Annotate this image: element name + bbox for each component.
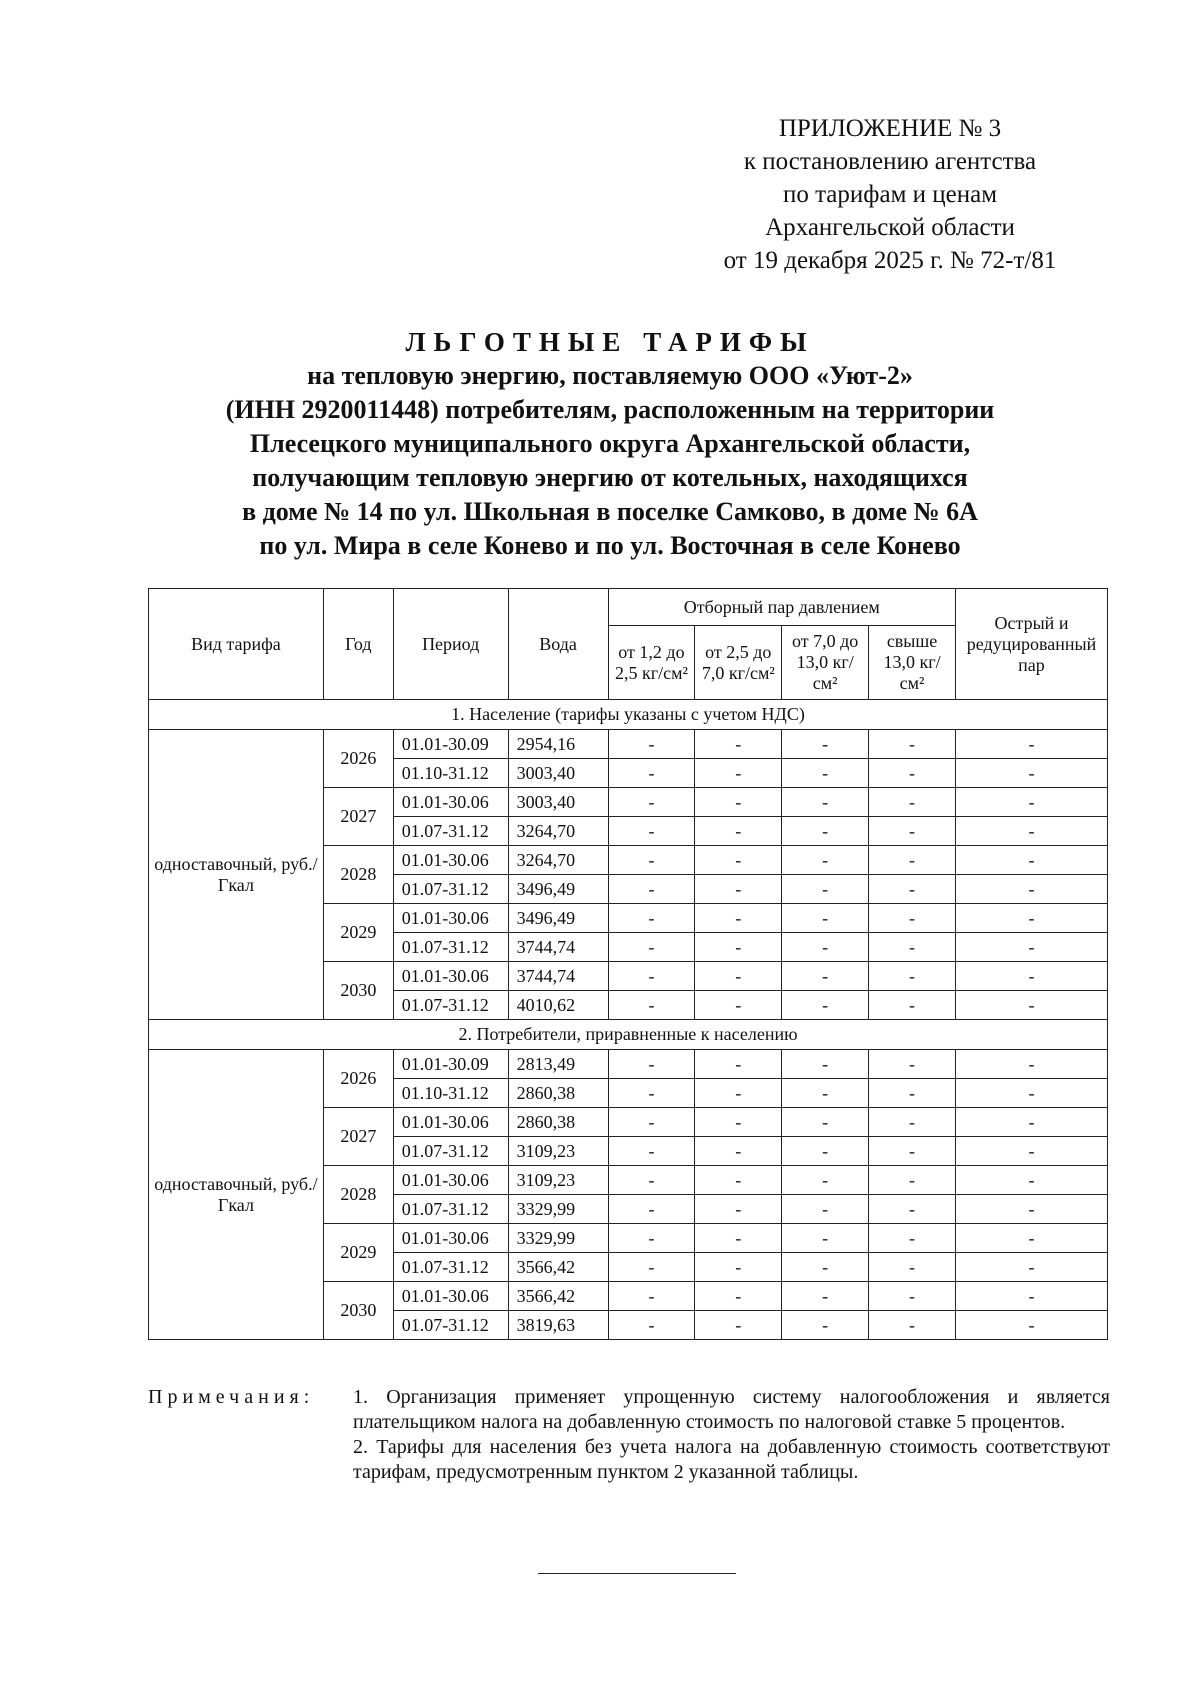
period-cell: 01.01-30.06	[393, 788, 508, 817]
section-title: 1. Население (тарифы указаны с учетом НДС)	[149, 700, 1108, 730]
steam-tariff-cell: -	[782, 904, 869, 933]
water-tariff-cell: 2860,38	[508, 1108, 608, 1137]
header-water: Вода	[508, 589, 608, 700]
appendix-header	[690, 112, 1090, 277]
period-cell: 01.07-31.12	[393, 1195, 508, 1224]
table-row	[149, 1050, 1108, 1079]
steam-tariff-cell: -	[869, 1108, 956, 1137]
title-line: в доме № 14 по ул. Школьная в поселке Самково, в доме № 6А	[242, 497, 978, 526]
steam-tariff-cell: -	[608, 817, 695, 846]
steam-tariff-cell: -	[608, 1195, 695, 1224]
steam-tariff-cell: -	[608, 1224, 695, 1253]
water-tariff-cell: 3264,70	[508, 817, 608, 846]
steam-tariff-cell: -	[695, 1079, 782, 1108]
period-cell: 01.01-30.06	[393, 1108, 508, 1137]
steam-tariff-cell: -	[869, 1253, 956, 1282]
steam-tariff-cell: -	[869, 1166, 956, 1195]
steam-tariff-cell: -	[782, 1108, 869, 1137]
steam-tariff-cell: -	[782, 991, 869, 1020]
table-row	[149, 730, 1108, 759]
steam-tariff-cell: -	[695, 1166, 782, 1195]
period-cell: 01.01-30.06	[393, 1166, 508, 1195]
section-row	[149, 1020, 1108, 1050]
steam-tariff-cell: -	[782, 1282, 869, 1311]
appendix-date-number: от 19 декабря 2025 г. № 72-т/81	[723, 247, 1057, 274]
steam-tariff-cell: -	[782, 1224, 869, 1253]
sharp-steam-cell: -	[955, 1137, 1107, 1166]
steam-tariff-cell: -	[695, 904, 782, 933]
tariff-table	[148, 588, 1108, 1340]
steam-tariff-cell: -	[695, 991, 782, 1020]
sharp-steam-cell: -	[955, 846, 1107, 875]
steam-tariff-cell: -	[608, 1282, 695, 1311]
period-cell: 01.07-31.12	[393, 1253, 508, 1282]
year-cell: 2026	[323, 1050, 393, 1108]
sharp-steam-cell: -	[955, 759, 1107, 788]
water-tariff-cell: 2860,38	[508, 1079, 608, 1108]
steam-tariff-cell: -	[869, 759, 956, 788]
water-tariff-cell: 3264,70	[508, 846, 608, 875]
sharp-steam-cell: -	[955, 817, 1107, 846]
steam-tariff-cell: -	[869, 875, 956, 904]
year-cell: 2030	[323, 962, 393, 1020]
steam-tariff-cell: -	[695, 1224, 782, 1253]
title-line: (ИНН 2920011448) потребителям, расположенным на территории	[225, 395, 995, 424]
steam-tariff-cell: -	[608, 875, 695, 904]
period-cell: 01.01-30.06	[393, 962, 508, 991]
steam-tariff-cell: -	[869, 730, 956, 759]
tariff-type-cell: одноставочный, руб./Гкал	[149, 730, 324, 1020]
sharp-steam-cell: -	[955, 1108, 1107, 1137]
note-item-1: 1. Организация применяет упрощенную систему налогообложения и является плательщиком налога на добавленную стоимость по налоговой ставке 5 процентов.	[353, 1386, 1110, 1433]
period-cell: 01.01-30.06	[393, 1224, 508, 1253]
sharp-steam-cell: -	[955, 1079, 1107, 1108]
sharp-steam-cell: -	[955, 1224, 1107, 1253]
note-item-2: 2. Тарифы для населения без учета налога на добавленную стоимость соответствуют тарифам, предусмотренным пунктом 2 указанной таблицы.	[353, 1436, 1110, 1483]
steam-tariff-cell: -	[782, 1079, 869, 1108]
title-line: по ул. Мира в селе Конево и по ул. Восточная в селе Конево	[259, 531, 961, 560]
steam-tariff-cell: -	[782, 1195, 869, 1224]
water-tariff-cell: 3744,74	[508, 933, 608, 962]
appendix-number: ПРИЛОЖЕНИЕ № 3	[778, 115, 1002, 142]
year-cell: 2028	[323, 1166, 393, 1224]
header-period: Период	[393, 589, 508, 700]
steam-tariff-cell: -	[782, 933, 869, 962]
year-cell: 2029	[323, 1224, 393, 1282]
section-title: 2. Потребители, приравненные к населению	[149, 1020, 1108, 1050]
steam-tariff-cell: -	[869, 904, 956, 933]
appendix-line-2: к постановлению агентства	[743, 148, 1037, 175]
steam-tariff-cell: -	[695, 875, 782, 904]
water-tariff-cell: 3496,49	[508, 875, 608, 904]
header-steam-4: свыше 13,0 кг/см²	[869, 626, 956, 700]
period-cell: 01.07-31.12	[393, 1311, 508, 1340]
steam-tariff-cell: -	[695, 1253, 782, 1282]
steam-tariff-cell: -	[695, 788, 782, 817]
period-cell: 01.01-30.06	[393, 846, 508, 875]
steam-tariff-cell: -	[608, 1311, 695, 1340]
period-cell: 01.07-31.12	[393, 991, 508, 1020]
steam-tariff-cell: -	[695, 1195, 782, 1224]
steam-tariff-cell: -	[608, 904, 695, 933]
year-cell: 2027	[323, 788, 393, 846]
sharp-steam-cell: -	[955, 1050, 1107, 1079]
steam-tariff-cell: -	[608, 759, 695, 788]
sharp-steam-cell: -	[955, 1282, 1107, 1311]
header-sharp-steam: Острый и редуцированный пар	[955, 589, 1107, 700]
water-tariff-cell: 3496,49	[508, 904, 608, 933]
steam-tariff-cell: -	[695, 1108, 782, 1137]
year-cell: 2030	[323, 1282, 393, 1340]
steam-tariff-cell: -	[869, 846, 956, 875]
table-body	[149, 700, 1108, 1340]
title-main: ЛЬГОТНЫЕ ТАРИФЫ	[405, 327, 815, 357]
header-steam-1: от 1,2 до 2,5 кг/см²	[608, 626, 695, 700]
steam-tariff-cell: -	[608, 1079, 695, 1108]
water-tariff-cell: 3566,42	[508, 1282, 608, 1311]
steam-tariff-cell: -	[608, 962, 695, 991]
year-cell: 2026	[323, 730, 393, 788]
water-tariff-cell: 3109,23	[508, 1166, 608, 1195]
steam-tariff-cell: -	[695, 1282, 782, 1311]
steam-tariff-cell: -	[782, 817, 869, 846]
period-cell: 01.10-31.12	[393, 1079, 508, 1108]
steam-tariff-cell: -	[608, 788, 695, 817]
sharp-steam-cell: -	[955, 991, 1107, 1020]
steam-tariff-cell: -	[782, 1311, 869, 1340]
steam-tariff-cell: -	[782, 1050, 869, 1079]
steam-tariff-cell: -	[695, 730, 782, 759]
period-cell: 01.01-30.09	[393, 730, 508, 759]
header-steam-3: от 7,0 до 13,0 кг/см²	[782, 626, 869, 700]
notes-body	[353, 1385, 1110, 1485]
steam-tariff-cell: -	[608, 1253, 695, 1282]
steam-tariff-cell: -	[869, 1050, 956, 1079]
title-line: на тепловую энергию, поставляемую ООО «Уют-2»	[307, 361, 913, 390]
steam-tariff-cell: -	[695, 962, 782, 991]
period-cell: 01.01-30.06	[393, 1282, 508, 1311]
title-line: получающим тепловую энергию от котельных, находящихся	[252, 463, 968, 492]
water-tariff-cell: 3003,40	[508, 759, 608, 788]
period-cell: 01.01-30.06	[393, 904, 508, 933]
steam-tariff-cell: -	[869, 1195, 956, 1224]
steam-tariff-cell: -	[695, 1311, 782, 1340]
water-tariff-cell: 3329,99	[508, 1224, 608, 1253]
sharp-steam-cell: -	[955, 904, 1107, 933]
steam-tariff-cell: -	[608, 730, 695, 759]
steam-tariff-cell: -	[869, 817, 956, 846]
period-cell: 01.10-31.12	[393, 759, 508, 788]
title-line: Плесецкого муниципального округа Архангельской области,	[249, 429, 971, 458]
tariff-type-cell: одноставочный, руб./Гкал	[149, 1050, 324, 1340]
steam-tariff-cell: -	[782, 875, 869, 904]
sharp-steam-cell: -	[955, 875, 1107, 904]
sharp-steam-cell: -	[955, 1311, 1107, 1340]
steam-tariff-cell: -	[782, 1137, 869, 1166]
sharp-steam-cell: -	[955, 788, 1107, 817]
steam-tariff-cell: -	[608, 1108, 695, 1137]
steam-tariff-cell: -	[608, 1137, 695, 1166]
steam-tariff-cell: -	[869, 933, 956, 962]
appendix-line-4: Архангельской области	[765, 214, 1015, 241]
header-steam-2: от 2,5 до 7,0 кг/см²	[695, 626, 782, 700]
water-tariff-cell: 2954,16	[508, 730, 608, 759]
steam-tariff-cell: -	[695, 846, 782, 875]
steam-tariff-cell: -	[782, 1253, 869, 1282]
steam-tariff-cell: -	[869, 1224, 956, 1253]
steam-tariff-cell: -	[782, 1166, 869, 1195]
sharp-steam-cell: -	[955, 1253, 1107, 1282]
steam-tariff-cell: -	[608, 991, 695, 1020]
year-cell: 2029	[323, 904, 393, 962]
period-cell: 01.01-30.09	[393, 1050, 508, 1079]
water-tariff-cell: 3329,99	[508, 1195, 608, 1224]
year-cell: 2028	[323, 846, 393, 904]
sharp-steam-cell: -	[955, 1166, 1107, 1195]
period-cell: 01.07-31.12	[393, 817, 508, 846]
steam-tariff-cell: -	[869, 991, 956, 1020]
water-tariff-cell: 4010,62	[508, 991, 608, 1020]
steam-tariff-cell: -	[695, 759, 782, 788]
steam-tariff-cell: -	[869, 788, 956, 817]
steam-tariff-cell: -	[782, 788, 869, 817]
sharp-steam-cell: -	[955, 1195, 1107, 1224]
water-tariff-cell: 3566,42	[508, 1253, 608, 1282]
steam-tariff-cell: -	[608, 1050, 695, 1079]
document-title	[150, 325, 1070, 563]
header-steam-group: Отборный пар давлением	[608, 589, 955, 626]
period-cell: 01.07-31.12	[393, 875, 508, 904]
period-cell: 01.07-31.12	[393, 933, 508, 962]
steam-tariff-cell: -	[608, 846, 695, 875]
year-cell: 2027	[323, 1108, 393, 1166]
steam-tariff-cell: -	[608, 933, 695, 962]
water-tariff-cell: 3819,63	[508, 1311, 608, 1340]
water-tariff-cell: 2813,49	[508, 1050, 608, 1079]
steam-tariff-cell: -	[782, 759, 869, 788]
steam-tariff-cell: -	[695, 1137, 782, 1166]
header-tariff-type: Вид тарифа	[149, 589, 324, 700]
steam-tariff-cell: -	[869, 962, 956, 991]
steam-tariff-cell: -	[695, 1050, 782, 1079]
steam-tariff-cell: -	[869, 1079, 956, 1108]
appendix-line-3: по тарифам и ценам	[782, 181, 998, 208]
steam-tariff-cell: -	[782, 846, 869, 875]
header-year: Год	[323, 589, 393, 700]
steam-tariff-cell: -	[782, 730, 869, 759]
period-cell: 01.07-31.12	[393, 1137, 508, 1166]
sharp-steam-cell: -	[955, 933, 1107, 962]
steam-tariff-cell: -	[695, 817, 782, 846]
notes-label: Примечания:	[148, 1386, 315, 1408]
steam-tariff-cell: -	[695, 933, 782, 962]
steam-tariff-cell: -	[869, 1137, 956, 1166]
steam-tariff-cell: -	[869, 1282, 956, 1311]
sharp-steam-cell: -	[955, 962, 1107, 991]
sharp-steam-cell: -	[955, 730, 1107, 759]
section-row	[149, 700, 1108, 730]
steam-tariff-cell: -	[869, 1311, 956, 1340]
steam-tariff-cell: -	[608, 1166, 695, 1195]
separator-line	[538, 1573, 736, 1574]
water-tariff-cell: 3109,23	[508, 1137, 608, 1166]
water-tariff-cell: 3003,40	[508, 788, 608, 817]
steam-tariff-cell: -	[782, 962, 869, 991]
water-tariff-cell: 3744,74	[508, 962, 608, 991]
